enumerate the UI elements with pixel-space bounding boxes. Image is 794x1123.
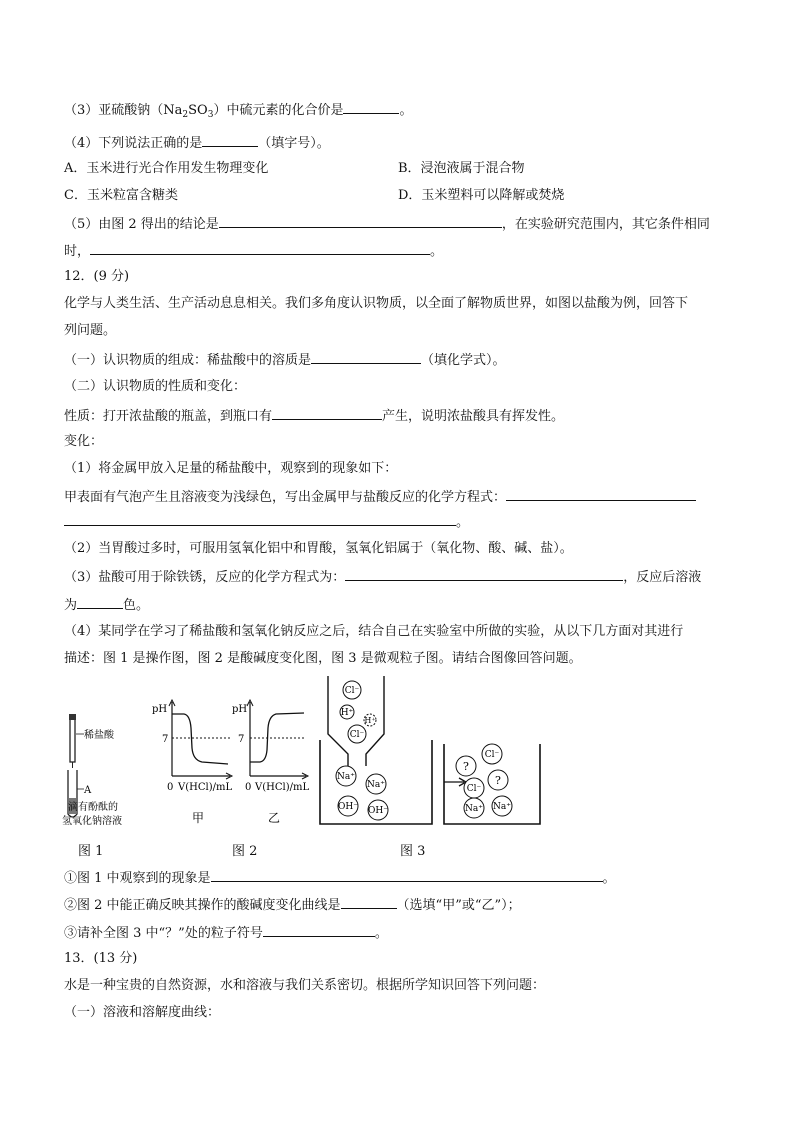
answer-blank[interactable]: [202, 133, 258, 147]
q12-c3-b: ，反应后溶液: [623, 570, 702, 585]
q12-c1: （1）将金属甲放入足量的稀盐酸中，观察到的现象如下：: [64, 461, 398, 476]
answer-blank[interactable]: [90, 241, 430, 255]
ion-cl-3: Cl⁻: [484, 750, 500, 760]
ion-h-1: H⁺: [340, 708, 354, 718]
unknown-particle-1: ?: [463, 760, 469, 773]
q12-sub2: [64, 895, 521, 915]
ion-na-1: Na⁺: [337, 772, 355, 782]
ion-oh-2: OH⁻: [368, 806, 388, 816]
q12-intro-2: 列问题。: [64, 323, 117, 338]
ph-label-left: pH: [152, 704, 168, 715]
q11-p3-end: 。: [399, 103, 413, 118]
q13-heading: 13．(13 分): [64, 951, 138, 966]
q12-change: 变化：: [64, 434, 104, 449]
unknown-particle-2: ?: [495, 774, 501, 787]
subscript-2: 2: [182, 110, 189, 120]
q12-prop-a: 性质：打开浓盐酸的瓶盖，到瓶口有: [64, 409, 273, 424]
figure-3-particle-diagram: [314, 672, 554, 832]
q12-c4b: 描述：图 1 是操作图，图 2 是酸碱度变化图，图 3 是微观粒子图。请结合图像回答问题。: [64, 651, 582, 666]
formula-so: SO: [188, 103, 208, 118]
q12-c1-end: 。: [456, 515, 470, 530]
ph-chart-jia: [152, 700, 232, 825]
q12-part2: （二）认识物质的性质和变化：: [64, 379, 247, 394]
answer-blank[interactable]: [345, 567, 623, 581]
ion-na-2: Na⁺: [367, 780, 385, 790]
option-a: A．玉米进行光合作用发生物理变化: [64, 161, 269, 176]
ion-oh-1: OH⁻: [338, 802, 358, 812]
q12-part1: [64, 350, 506, 370]
q12-heading: 12．(9 分): [64, 269, 130, 284]
ph-label-right: pH: [232, 704, 248, 715]
option-c: C．玉米粒富含糖类: [64, 188, 178, 203]
xlabel-right: V(HCl)/mL: [255, 782, 310, 793]
label-a: A: [84, 785, 92, 796]
answer-blank[interactable]: [341, 895, 397, 909]
q12-s2-a: ②图 2 中能正确反映其操作的酸碱度变化曲线是: [64, 898, 341, 913]
label-dilute-hcl: 稀盐酸: [84, 730, 114, 741]
answer-blank[interactable]: [219, 214, 502, 228]
option-d: D．玉米塑料可以降解或焚烧: [398, 188, 565, 203]
q11-p5-line2: 时，: [64, 244, 91, 259]
ion-cl-2: Cl⁻: [349, 730, 365, 740]
formula-na: Na: [163, 103, 183, 118]
q12-c1-line2: [64, 512, 469, 532]
q11-p4-text: （4）下列说法正确的是: [64, 136, 203, 151]
answer-blank[interactable]: [343, 100, 399, 114]
ion-na-3: Na⁺: [465, 804, 483, 814]
answer-blank[interactable]: [77, 595, 123, 609]
q12-c3-d: 色。: [123, 598, 150, 613]
q13-intro: 水是一种宝贵的自然资源，水和溶液与我们关系密切。根据所学知识回答下列问题：: [64, 978, 546, 993]
subscript-3: 3: [207, 110, 214, 120]
answer-blank[interactable]: [263, 923, 375, 937]
q12-c1b-text: 甲表面有气泡产生且溶液变为浅绿色，写出金属甲与盐酸反应的化学方程式：: [64, 490, 507, 505]
ion-h-2: H⁺: [364, 716, 376, 725]
q12-sub1: [64, 868, 616, 888]
q11-part5: [64, 214, 710, 234]
ion-cl-4: Cl⁻: [466, 784, 482, 794]
q11-p5-mid: ，在实验研究范围内，其它条件相同: [501, 217, 710, 232]
q11-p3-text: （3）亚硫酸钠（: [64, 103, 164, 118]
xlabel-left: V(HCl)/mL: [178, 782, 233, 793]
figure-1-diagram: [58, 712, 158, 834]
seven-label-left: 7: [162, 734, 169, 745]
figure-2-ph-charts: [150, 698, 310, 833]
q12-c3: [64, 567, 701, 587]
answer-blank[interactable]: [211, 868, 603, 882]
q11-part5-line2: [64, 241, 443, 261]
q12-sub3: [64, 923, 388, 943]
zero-label-right: 0: [245, 782, 252, 793]
ph-chart-yi: [232, 700, 309, 825]
curve-name-yi: 乙: [268, 811, 281, 825]
figure-3-caption: 图 3: [400, 844, 426, 859]
q12-s3-b: 。: [374, 926, 388, 941]
q12-c1b: [64, 487, 696, 507]
q11-p5-text: （5）由图 2 得出的结论是: [64, 217, 219, 232]
ion-na-4: Na⁺: [493, 802, 511, 812]
q12-part1-b: （填化学式）。: [421, 353, 506, 368]
answer-blank[interactable]: [311, 350, 421, 364]
answer-blank[interactable]: [64, 512, 456, 526]
q12-part1-a: （一）认识物质的组成：稀盐酸中的溶质是: [64, 353, 312, 368]
q12-c3-a: （3）盐酸可用于除铁锈，反应的化学方程式为：: [64, 570, 346, 585]
figure-1-caption: 图 1: [78, 844, 104, 859]
q11-part3: [64, 100, 413, 120]
q12-intro-1: 化学与人类生活、生产活动息息相关。我们多角度认识物质，以全面了解物质世界，如图以盐酸为例，回答下: [64, 296, 689, 311]
zero-label-left: 0: [167, 782, 174, 793]
q13-part1: （一）溶液和溶解度曲线：: [64, 1005, 221, 1020]
q12-s2-b: （选填“甲”或“乙”）；: [396, 898, 521, 913]
q11-p5-end: 。: [430, 244, 444, 259]
label-solution-2: 氢氧化钠溶液: [62, 816, 122, 827]
answer-blank[interactable]: [272, 406, 382, 420]
q12-s3-a: ③请补全图 3 中“？”处的粒子符号: [64, 926, 263, 941]
q12-c4a: （4）某同学在学习了稀盐酸和氢氧化钠反应之后，结合自己在实验室中所做的实验，从以下几方面对其进行: [64, 624, 684, 639]
q11-p3-text-b: ）中硫元素的化合价是: [213, 103, 344, 118]
q11-p4-end: （填字号）。: [258, 136, 330, 151]
curve-name-jia: 甲: [192, 811, 205, 825]
q12-c3-c: 为: [64, 598, 78, 613]
ion-cl-1: Cl⁻: [344, 686, 360, 696]
label-solution-1: 滴有酚酞的: [68, 802, 118, 813]
q12-c2: （2）当胃酸过多时，可服用氢氧化铝中和胃酸，氢氧化铝属于（氧化物、酸、碱、盐）。: [64, 541, 573, 556]
q12-s1-a: ①图 1 中观察到的现象是: [64, 871, 211, 886]
q12-c3-line2: [64, 595, 149, 615]
figure-2-caption: 图 2: [232, 844, 258, 859]
q11-part4: [64, 133, 330, 153]
q12-property: [64, 406, 564, 426]
answer-blank[interactable]: [506, 487, 696, 501]
q12-s1-b: 。: [602, 871, 616, 886]
q12-prop-b: 产生，说明浓盐酸具有挥发性。: [382, 409, 565, 424]
seven-label-right: 7: [238, 734, 245, 745]
option-b: B．浸泡液属于混合物: [398, 161, 525, 176]
